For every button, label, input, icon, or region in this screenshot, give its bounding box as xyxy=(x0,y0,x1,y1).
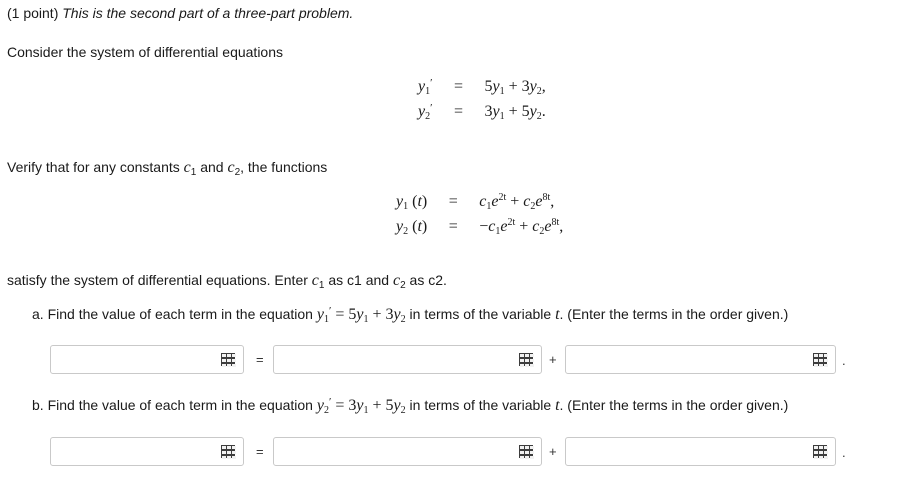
part-a-answer-3 xyxy=(565,345,836,374)
matrix-grid-icon[interactable] xyxy=(519,445,533,458)
part-a-input-1[interactable] xyxy=(51,346,219,373)
period: . xyxy=(842,353,846,368)
part-a-answer-2 xyxy=(273,345,542,374)
part-b-answer-3 xyxy=(565,437,836,466)
intro-text: Consider the system of differential equations xyxy=(7,44,284,60)
point-value: (1 point) xyxy=(7,5,59,21)
part-b-input-3[interactable] xyxy=(566,438,811,465)
matrix-grid-icon[interactable] xyxy=(221,353,235,366)
function-y2: $y_2$ $(t) = -c_1e^{2t} + c_2e^{8t}$, xyxy=(396,217,564,237)
function-y1: $y_1$ $(t) = c_1e^{2t} + c_2e^{8t}$, xyxy=(396,192,555,212)
matrix-grid-icon[interactable] xyxy=(221,445,235,458)
system-eq2: $y_2' = 3y_1 + 5y_2$. xyxy=(418,102,546,122)
problem-header xyxy=(7,5,353,21)
matrix-grid-icon[interactable] xyxy=(813,445,827,458)
satisfy-text: satisfy the system of differential equations. Enter $c_1$ as c1 and $c_2$ as c2. xyxy=(7,272,447,291)
plus-sign: + xyxy=(549,352,557,367)
matrix-grid-icon[interactable] xyxy=(519,353,533,366)
plus-sign: + xyxy=(549,444,557,459)
period: . xyxy=(842,445,846,460)
part-a-input-2[interactable] xyxy=(274,346,517,373)
system-eq1: $y_1' = 5y_1 + 3y_2$, xyxy=(418,77,546,97)
part-b-prompt: b. Find the value of each term in the equation $y_2' = 3y_1 + 5y_2$ in terms of the variable t. (Enter the terms in the order given.) xyxy=(32,396,789,416)
part-b-input-2[interactable] xyxy=(274,438,517,465)
equals-sign: = xyxy=(256,444,264,459)
part-a-prompt: a. Find the value of each term in the equation $y_1' = 5y_1 + 3y_2$ in terms of the variable t. (Enter the terms in the order given.) xyxy=(32,305,789,325)
part-a-input-3[interactable] xyxy=(566,346,811,373)
part-a-answer-1 xyxy=(50,345,244,374)
part-b-input-1[interactable] xyxy=(51,438,219,465)
part-b-answer-1 xyxy=(50,437,244,466)
part-b-answer-2 xyxy=(273,437,542,466)
problem-title: This is the second part of a three-part problem. xyxy=(62,5,354,21)
verify-text: Verify that for any constants $c_1$ and $c_2$, the functions xyxy=(7,159,328,178)
matrix-grid-icon[interactable] xyxy=(813,353,827,366)
equals-sign: = xyxy=(256,352,264,367)
